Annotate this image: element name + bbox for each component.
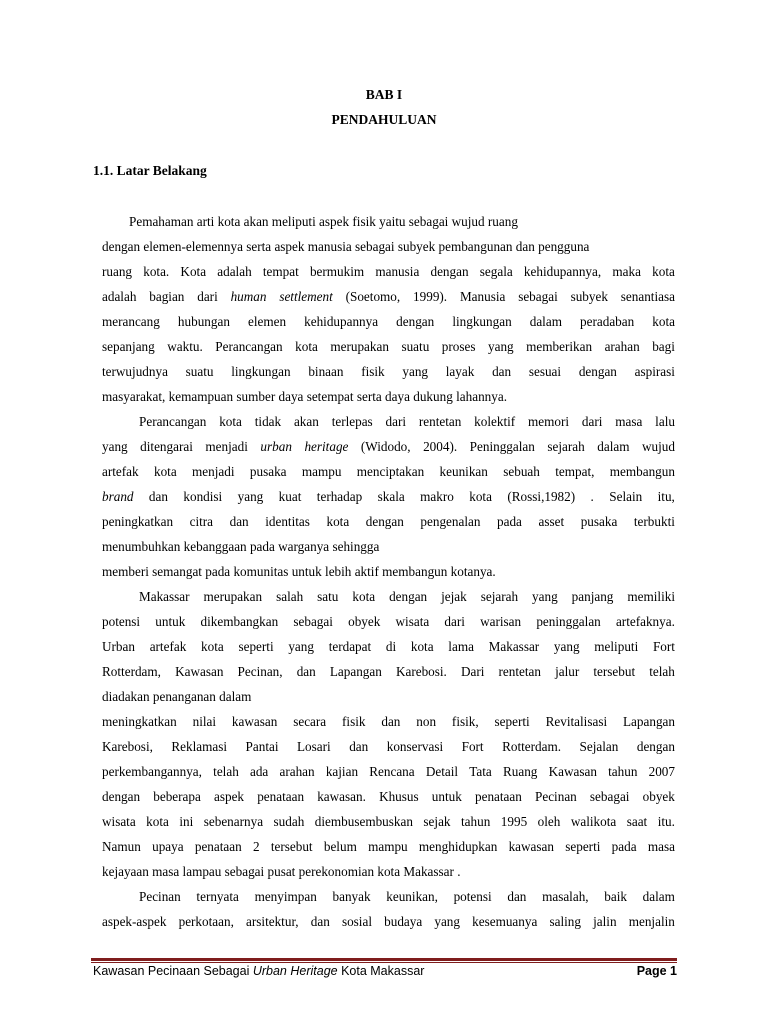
word: sebuah (503, 464, 540, 479)
word: artefak (102, 464, 139, 479)
text-line (102, 638, 675, 656)
word: hubungan (177, 314, 230, 329)
word: dari (197, 289, 218, 304)
word: bermukim (309, 264, 365, 279)
word: kota (652, 264, 675, 279)
word: pusaka (249, 464, 287, 479)
word: dengan (396, 314, 435, 329)
word: elemen (247, 314, 287, 329)
word: sebagai (589, 789, 630, 804)
word: keunikan (439, 464, 488, 479)
word: Kota (180, 264, 207, 279)
word: segala (479, 264, 513, 279)
word: dengan (578, 364, 617, 379)
word: oleh (537, 814, 561, 829)
word: menciptakan (356, 464, 425, 479)
word: arsitektur, (246, 914, 299, 929)
word: tempat, (555, 464, 595, 479)
word: pada (497, 514, 522, 529)
word: merancang (102, 314, 160, 329)
word: banyak (332, 889, 371, 904)
text-line (102, 563, 572, 581)
word: fisik, (451, 714, 479, 729)
word: ada (249, 764, 269, 779)
word: akan (293, 414, 319, 429)
word: wisata (102, 814, 136, 829)
word: peradaban (580, 314, 635, 329)
word: (Soetomo, (345, 289, 401, 304)
text-run: dengan elemen-elemennya serta aspek manusia sebagai subyek pembangunan dan pengguna (102, 239, 590, 254)
word: kota (326, 514, 350, 529)
word: 2004). (423, 439, 458, 454)
word: fisik (361, 364, 385, 379)
word: Sejalan (579, 739, 619, 754)
italic-word: brand (102, 489, 134, 504)
footer-rule-thick (91, 958, 677, 961)
word: merupakan (203, 589, 263, 604)
word: dan (492, 364, 512, 379)
word: penataan (257, 789, 305, 804)
word: Kawasan (175, 664, 224, 679)
footer-title-post: Kota Makassar (337, 964, 425, 978)
word: itu. (657, 814, 675, 829)
italic-word: human (230, 289, 267, 304)
word: Selain (609, 489, 643, 504)
word: pada (611, 839, 637, 854)
word: yang (237, 489, 264, 504)
text-run: menumbuhkan kebanggaan pada warganya sehingga (102, 539, 380, 554)
text-line (139, 888, 675, 906)
word: secara (293, 714, 327, 729)
text-line (129, 213, 584, 231)
word: penataan (475, 789, 522, 804)
word: (Rossi,1982) (507, 489, 576, 504)
word: yang (553, 639, 580, 654)
word: Karebosi, (102, 739, 153, 754)
word: memori (528, 414, 570, 429)
word: Perancangan (215, 339, 283, 354)
word: dan (229, 514, 249, 529)
word: kajian (325, 764, 359, 779)
word: terhadap (316, 489, 363, 504)
word: menjadi (192, 464, 235, 479)
word: lingkungan (231, 364, 291, 379)
word: arahan (279, 764, 315, 779)
word: artefak (149, 639, 187, 654)
text-line (102, 838, 675, 856)
word: sebenarnya (203, 814, 264, 829)
word: budaya (384, 914, 423, 929)
text-line (102, 813, 675, 831)
word: Lapangan (329, 664, 382, 679)
word: itu, (657, 489, 675, 504)
chapter-number: BAB I (365, 87, 403, 102)
text-line (102, 738, 675, 756)
word: kehidupannya, (523, 264, 602, 279)
word: dari (581, 414, 603, 429)
word: obyek (642, 789, 675, 804)
word: upaya (152, 839, 184, 854)
word: sepanjang (102, 339, 155, 354)
word: terbukti (633, 514, 675, 529)
word: kota (352, 589, 376, 604)
word: kota (201, 639, 224, 654)
word: dan (381, 714, 401, 729)
word: telah (213, 764, 239, 779)
text-run: memberi semangat pada komunitas untuk lebih aktif membangun kotanya. (102, 564, 496, 579)
word: Kawasan (548, 764, 597, 779)
word: kehidupannya (304, 314, 379, 329)
word: binaan (308, 364, 344, 379)
word: ini (179, 814, 194, 829)
word: Reklamasi (171, 739, 228, 754)
word: proses (441, 339, 476, 354)
word: aspek-aspek (102, 914, 167, 929)
word: tersebut (593, 664, 636, 679)
word: dengan (430, 264, 469, 279)
word: wisata (395, 614, 430, 629)
word: kota (469, 489, 492, 504)
word: identitas (265, 514, 310, 529)
word: Manusia (459, 289, 506, 304)
word: Rotterdam, (102, 664, 161, 679)
text-line (102, 263, 675, 281)
word: Revitalisasi (545, 714, 608, 729)
word: kota (410, 639, 434, 654)
word: meliputi (594, 639, 639, 654)
word: beberapa (153, 789, 201, 804)
word: terwujudnya (102, 364, 168, 379)
word: dalam (642, 889, 675, 904)
word: kawasan (508, 839, 554, 854)
word: subyek (570, 289, 608, 304)
text-line (102, 863, 532, 881)
word: potensi (453, 889, 492, 904)
word: tahun (461, 814, 491, 829)
italic-word: heritage (304, 439, 349, 454)
word: dan (296, 664, 316, 679)
word: dari (444, 614, 465, 629)
word: suatu (401, 339, 430, 354)
word: sejarah (547, 439, 585, 454)
word: penataan (194, 839, 242, 854)
word: ternyata (196, 889, 239, 904)
word: ditengarai (140, 439, 193, 454)
text-line (102, 338, 675, 356)
text-line (102, 238, 675, 256)
word: sebagai (518, 289, 558, 304)
word: peninggalan (536, 614, 601, 629)
chapter-title: PENDAHULUAN (331, 112, 437, 127)
word: obyek (348, 614, 381, 629)
word: belum (323, 839, 357, 854)
text-run: diadakan penanganan dalam (102, 689, 252, 704)
word: Detail (425, 764, 459, 779)
text-line (102, 713, 675, 731)
word: dalam (529, 314, 562, 329)
word: 2 (252, 839, 260, 854)
footer-title (93, 964, 424, 978)
page-number: Page 1 (636, 964, 677, 978)
word: sudah (273, 814, 305, 829)
text-line (102, 613, 675, 631)
word: tahun (608, 764, 638, 779)
word: Perancangan (139, 414, 207, 429)
text-line (102, 688, 292, 706)
text-line (102, 438, 675, 456)
word: Losari (297, 739, 331, 754)
text-line (102, 763, 675, 781)
word: dengan (365, 514, 404, 529)
word: di (385, 639, 397, 654)
word: lama (448, 639, 474, 654)
word: yang (102, 439, 128, 454)
word: Fort (652, 639, 675, 654)
text-line (102, 288, 675, 306)
word: potensi (102, 614, 141, 629)
text-line (139, 413, 675, 431)
word: jejak (441, 589, 467, 604)
word: tidak (254, 414, 282, 429)
word: menjalin (628, 914, 675, 929)
word: Karebosi. (395, 664, 447, 679)
word: 1995 (500, 814, 528, 829)
word: untuk (155, 614, 186, 629)
word: wujud (642, 439, 675, 454)
word: dan (349, 739, 369, 754)
text-line (102, 313, 675, 331)
word: Peninggalan (469, 439, 535, 454)
word: . (590, 489, 594, 504)
word: Makassar (488, 639, 540, 654)
word: tempat (262, 264, 299, 279)
word: membangun (609, 464, 675, 479)
word: arahan (604, 339, 640, 354)
word: bagi (652, 339, 675, 354)
word: aspirasi (634, 364, 675, 379)
word: seperti (494, 714, 530, 729)
word: asset (538, 514, 565, 529)
word: sosial (341, 914, 372, 929)
word: Rotterdam. (502, 739, 562, 754)
word: terlepas (331, 414, 373, 429)
word: mampu (301, 464, 342, 479)
word: 2007 (648, 764, 675, 779)
text-line (139, 588, 675, 606)
section-heading: 1.1. Latar Belakang (93, 163, 207, 178)
footer-title-italic: Urban Heritage (252, 964, 338, 978)
word: Urban (102, 639, 135, 654)
text-run: Pemahaman arti kota akan meliputi aspek fisik yaitu sebagai wujud ruang (129, 214, 518, 229)
word: dari (385, 414, 407, 429)
word: panjang (571, 589, 614, 604)
word: rentetan (498, 664, 541, 679)
word: dan (310, 914, 330, 929)
word: terdapat (328, 639, 372, 654)
word: dalam (597, 439, 630, 454)
word: dan (507, 889, 527, 904)
word: walikota (570, 814, 617, 829)
word: merupakan (330, 339, 389, 354)
word: non (416, 714, 437, 729)
word: saling (549, 914, 581, 929)
word: Rencana (369, 764, 415, 779)
text-line (102, 363, 675, 381)
word: Namun (102, 839, 141, 854)
word: Ruang (502, 764, 538, 779)
word: kawasan. (317, 789, 366, 804)
word: seperti (565, 839, 601, 854)
text-line (102, 788, 675, 806)
word: Pecinan, (237, 664, 283, 679)
word: perkembangannya, (102, 764, 202, 779)
text-line (102, 488, 675, 506)
word: kota. (143, 264, 170, 279)
word: sejarah (480, 589, 519, 604)
word: waktu. (167, 339, 203, 354)
word: adalah (102, 289, 137, 304)
word: Fort (461, 739, 484, 754)
word: maka (612, 264, 641, 279)
word: kawasan (231, 714, 278, 729)
word: yang (532, 589, 558, 604)
word: Dari (460, 664, 485, 679)
italic-word: urban (260, 439, 292, 454)
word: adalah (217, 264, 252, 279)
word: saat (626, 814, 648, 829)
word: konservasi (386, 739, 444, 754)
text-line (102, 513, 675, 531)
text-line (102, 388, 572, 406)
word: kesemuanya (472, 914, 538, 929)
footer-rule-thin (91, 962, 677, 963)
word: meningkatkan (102, 714, 177, 729)
text-line (102, 663, 675, 681)
text-run: kejayaan masa lampau sebagai pusat perekonomian kota Makassar . (102, 864, 461, 879)
word: sebagai (293, 614, 333, 629)
word: menyimpan (254, 889, 317, 904)
word: lingkungan (452, 314, 512, 329)
word: makro (420, 489, 454, 504)
word: dikembangkan (200, 614, 279, 629)
text-run: masyarakat, kemampuan sumber daya setempat serta daya dukung lahannya. (102, 389, 508, 404)
text-line (102, 538, 432, 556)
word: yang (288, 639, 314, 654)
word: layak (445, 364, 475, 379)
word: warisan (480, 614, 522, 629)
word: masalah, (542, 889, 589, 904)
word: kolektif (474, 414, 516, 429)
word: seperti (238, 639, 274, 654)
word: kota (219, 414, 242, 429)
word: sesuai (528, 364, 562, 379)
word: kota (146, 814, 169, 829)
word: Pecinan (535, 789, 577, 804)
text-line (102, 913, 675, 931)
word: masa (647, 839, 675, 854)
word: kota (153, 464, 177, 479)
word: diembusembuskan (314, 814, 413, 829)
word: mampu (368, 839, 408, 854)
word: salah (276, 589, 304, 604)
word: jalur (555, 664, 580, 679)
word: satu (317, 589, 339, 604)
word: dengan (389, 589, 428, 604)
word: Tata (469, 764, 492, 779)
word: kondisi (183, 489, 223, 504)
word: aspek (214, 789, 245, 804)
word: artefaknya. (615, 614, 675, 629)
word: memberikan (526, 339, 593, 354)
word: tersebut (270, 839, 313, 854)
word: jalin (593, 914, 617, 929)
word: Lapangan (623, 714, 675, 729)
word: memiliki (627, 589, 675, 604)
word: manusia (375, 264, 420, 279)
word: menjadi (205, 439, 248, 454)
word: yang (402, 364, 429, 379)
word: baik (604, 889, 627, 904)
word: rentetan (418, 414, 462, 429)
word: pusaka (580, 514, 618, 529)
word: sejak (423, 814, 451, 829)
word: kota (652, 314, 675, 329)
text-line (102, 463, 675, 481)
word: (Widodo, (360, 439, 411, 454)
footer-title-pre: Kawasan Pecinaan Sebagai (93, 964, 253, 978)
word: yang (488, 339, 514, 354)
word: citra (189, 514, 214, 529)
word: perkotaan, (178, 914, 234, 929)
word: yang (434, 914, 460, 929)
word: Makassar (139, 589, 190, 604)
word: menghidupkan (418, 839, 498, 854)
word: nilai (192, 714, 217, 729)
word: telah (649, 664, 675, 679)
word: dengan (636, 739, 675, 754)
word: Pecinan (139, 889, 181, 904)
word: bagian (149, 289, 185, 304)
word: masa (615, 414, 643, 429)
word: suatu (185, 364, 214, 379)
word: Khusus (379, 789, 419, 804)
word: keunikan, (386, 889, 438, 904)
word: untuk (431, 789, 462, 804)
word: dan (148, 489, 168, 504)
italic-word: settlement (279, 289, 333, 304)
word: kuat (278, 489, 302, 504)
word: dengan (102, 789, 141, 804)
word: peningkatkan (102, 514, 174, 529)
word: pengenalan (420, 514, 481, 529)
word: lalu (655, 414, 675, 429)
word: Pantai (245, 739, 279, 754)
word: skala (377, 489, 405, 504)
word: ruang (102, 264, 133, 279)
word: 1999). (413, 289, 448, 304)
word: kota (295, 339, 318, 354)
word: fisik (342, 714, 366, 729)
word: senantiasa (620, 289, 675, 304)
